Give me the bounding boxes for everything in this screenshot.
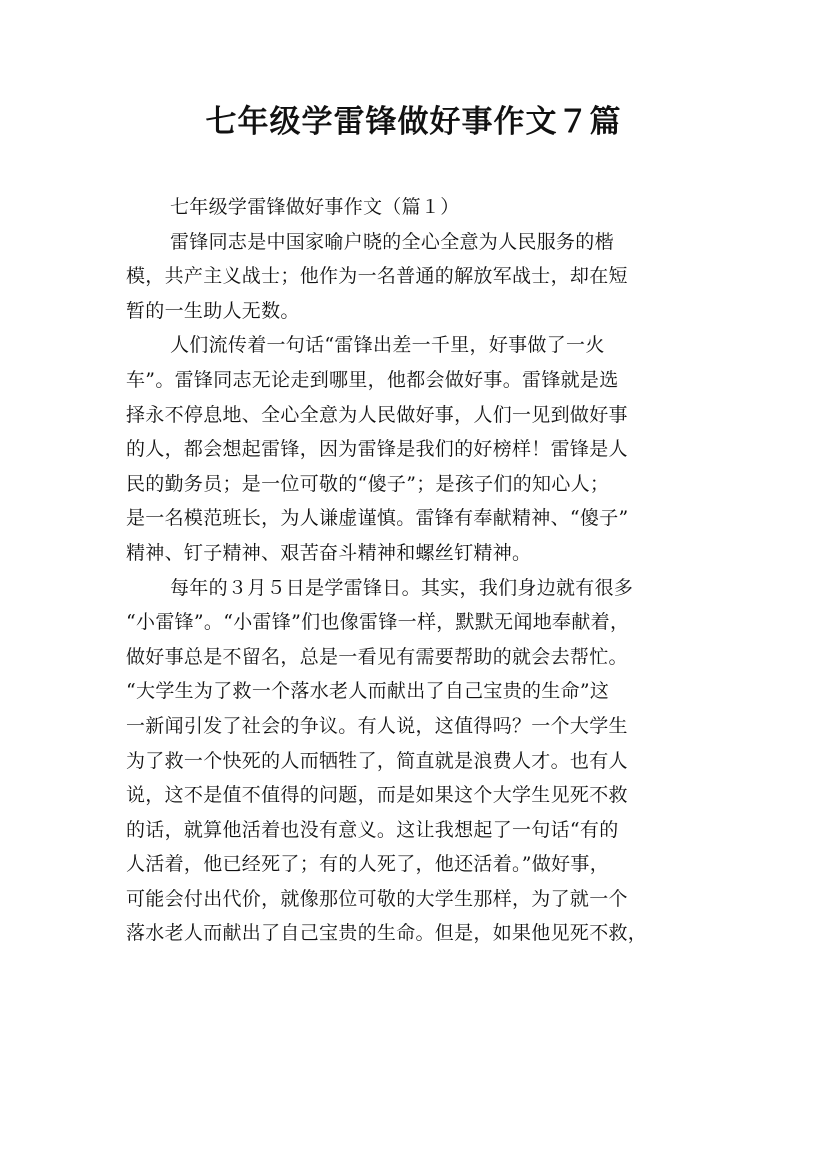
text-line: 是一名模范班长，为人谦虚谨慎。雷锋有奉献精神、“傻子”	[126, 507, 629, 530]
text-line: 车”。雷锋同志无论走到哪里，他都会做好事。雷锋就是选	[126, 368, 619, 391]
text-line: 择永不停息地、全心全意为人民做好事，人们一见到做好事	[126, 403, 628, 426]
text-line: 可能会付出代价，就像那位可敬的大学生那样，为了就一个	[126, 887, 628, 910]
document-title: 七年级学雷锋做好事作文７篇	[205, 104, 622, 140]
text-line: 一新闻引发了社会的争议。有人说，这值得吗？一个大学生	[126, 714, 628, 737]
text-line: 民的勤务员；是一位可敬的“傻子”；是孩子们的知心人；	[126, 472, 610, 495]
document-body	[126, 190, 706, 951]
text-line: 为了救一个快死的人而牺牲了，简直就是浪费人才。也有人	[126, 749, 628, 772]
text-line: 落水老人而献出了自己宝贵的生命。但是，如果他见死不救，	[126, 922, 648, 945]
text-line: “大学生为了救一个落水老人而献出了自己宝贵的生命”这	[126, 680, 610, 703]
text-line: 的话，就算他活着也没有意义。这让我想起了一句话“有的	[126, 818, 619, 841]
text-line: 精神、钉子精神、艰苦奋斗精神和螺丝钉精神。	[126, 541, 532, 564]
text-line: 说，这不是值不值得的问题，而是如果这个大学生见死不救	[126, 784, 628, 807]
text-line: 暂的一生助人无数。	[126, 299, 300, 322]
text-line: 雷锋同志是中国家喻户晓的全心全意为人民服务的楷	[170, 230, 614, 253]
text-line: 的人，都会想起雷锋，因为雷锋是我们的好榜样！雷锋是人	[126, 438, 628, 461]
text-line: 七年级学雷锋做好事作文（篇１）	[170, 196, 460, 218]
text-line: 每年的３月５日是学雷锋日。其实，我们身边就有很多	[170, 576, 634, 599]
text-line: 模，共产主义战士；他作为一名普通的解放军战士，却在短	[126, 265, 628, 288]
text-line: “小雷锋”。“小雷锋”们也像雷锋一样，默默无闻地奉献着，	[126, 611, 630, 634]
text-line: 人活着，他已经死了；有的人死了，他还活着。”做好事，	[126, 853, 610, 876]
text-line: 做好事总是不留名，总是一看见有需要帮助的就会去帮忙。	[126, 645, 628, 668]
text-line: 人们流传着一句话“雷锋出差一千里，好事做了一火	[170, 334, 605, 357]
